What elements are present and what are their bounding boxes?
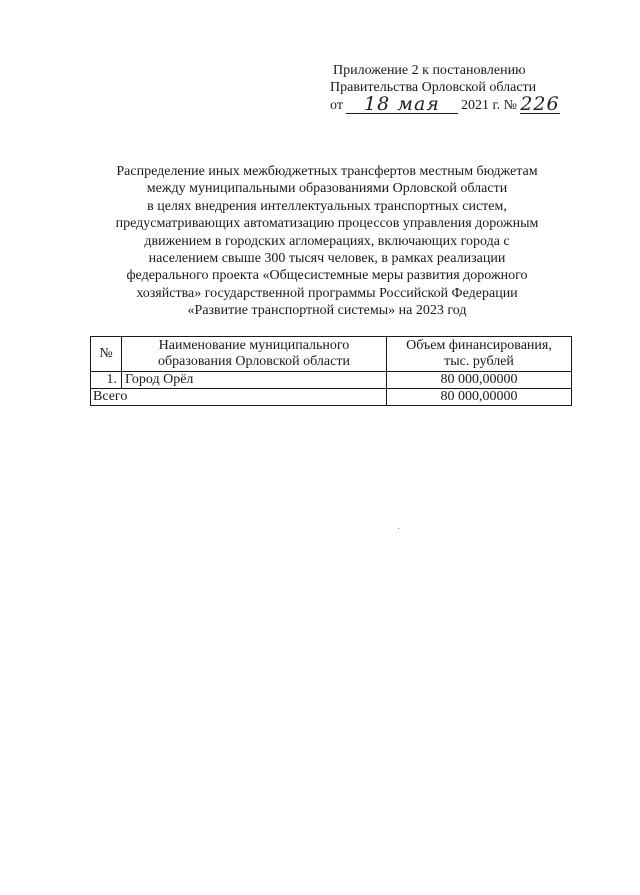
year-number-label: 2021 г. № [460,98,517,113]
title-line: в целях внедрения интеллектуальных транспортных систем, [147,198,507,214]
title-line: хозяйства» государственной программы Российской Федерации [136,285,518,301]
title-line: населением свыше 300 тысяч человек, в рамках реализации [148,251,506,267]
header-number: № [91,337,122,372]
financing-table [90,336,572,406]
table-header-row [91,337,572,372]
title-line: Распределение иных межбюджетных трансфертов местным бюджетам [116,164,538,179]
scan-speck [398,528,399,529]
appendix-header [330,62,590,114]
title-line: предусматривающих автоматизацию процессов управления дорожным [115,216,539,232]
handwritten-number: 226 [520,93,560,115]
appendix-line-2: Правительства Орловской области [330,80,537,95]
header-volume-line-1: Объем финансирования, [406,338,552,353]
row-municipality: Город Орёл [122,372,387,389]
title-line: между муниципальными образованиями Орловской области [146,181,508,197]
header-volume [387,337,572,372]
appendix-line-1: Приложение 2 к постановлению [333,63,526,78]
document-title [80,163,574,320]
row-value: 80 000,00000 [387,372,572,389]
row-number: 1. [91,372,122,389]
from-label: от [330,98,343,113]
handwritten-date: 18 мая [346,96,458,114]
header-municipality [122,337,387,372]
header-municipality-line-1: Наименование муниципального [158,338,350,353]
header-municipality-line-2: образования Орловской области [158,354,350,369]
header-volume-line-2: тыс. рублей [444,354,514,369]
total-label: Всего [91,389,387,406]
title-line: федерального проекта «Общесистемные меры развития дорожного [126,268,528,284]
appendix-date-line [330,93,590,115]
table-total-row [91,389,572,406]
title-line: движением в городских агломерациях, включающих города с [144,233,510,249]
total-value: 80 000,00000 [387,389,572,406]
title-line: «Развитие транспортной системы» на 2023 год [187,303,467,319]
table-row [91,372,572,389]
